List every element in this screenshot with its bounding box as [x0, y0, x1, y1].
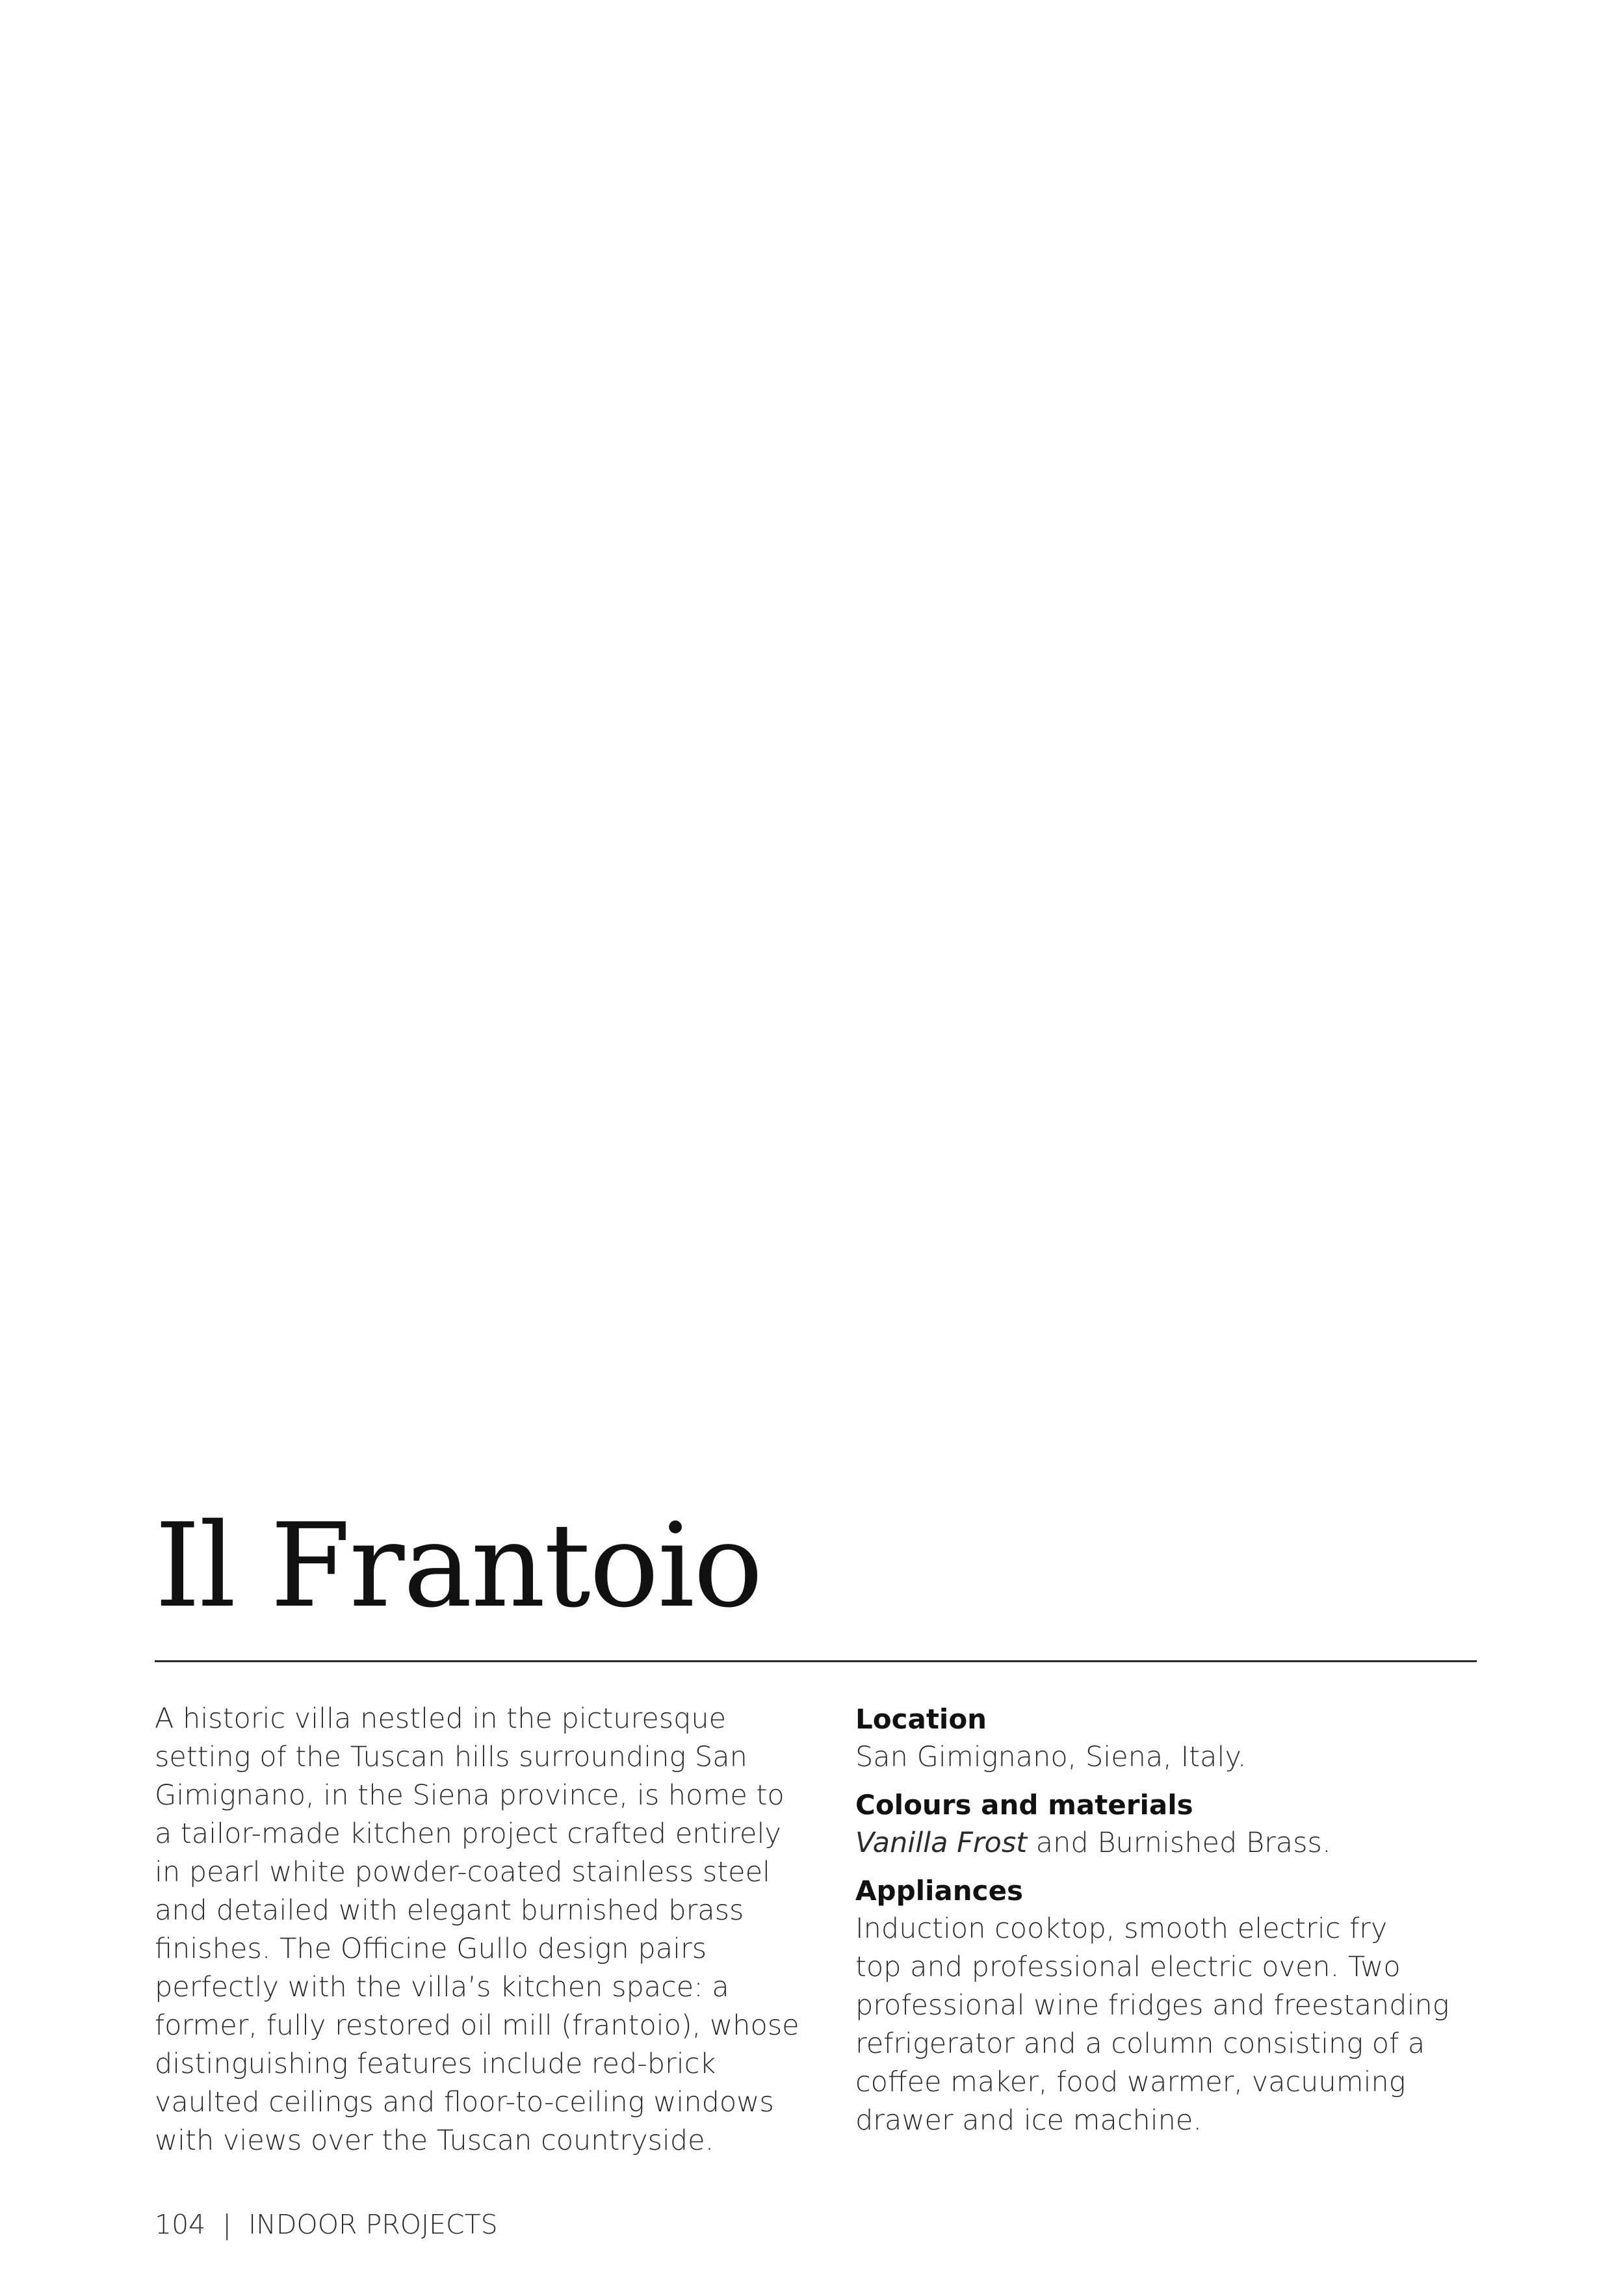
spec-materials-label: Colours and materials [855, 1789, 1193, 1821]
page-number: 104 [155, 2209, 206, 2240]
section-name: INDOOR PROJECTS [248, 2209, 498, 2240]
spec-location-value: San Gimignano, Siena, Italy. [855, 1741, 1247, 1773]
page-title: Il Frantoio [155, 1498, 762, 1633]
footer-separator: | [222, 2209, 232, 2240]
page-footer [155, 2206, 498, 2243]
spec-materials-value [855, 1824, 1505, 1862]
title-divider [155, 1660, 1477, 1662]
spec-appliances [855, 1872, 1505, 2140]
spec-appliances-label: Appliances [855, 1875, 1024, 1907]
project-specs [855, 1700, 1505, 2140]
spec-materials-rest: and Burnished Brass. [1027, 1827, 1331, 1859]
intro-paragraph: A historic villa nestled in the picturesque setting of the Tuscan hills surrounding San Gimignano, in the Siena province, is home to a tailor-made kitchen project crafted entirely in pearl white powder-coated stainless steel and detailed with elegant burnished brass finishes. The Officine Gullo design pairs perfectly with the villa’s kitchen space: a former, fully restored oil mill (frantoio), whose distinguishing features include red-brick vaulted ceilings and floor-to-ceiling windows with views over the Tuscan countryside. [155, 1702, 799, 2157]
spec-appliances-value: Induction cooktop, smooth electric fry top and professional electric oven. Two professional wine fridges and freestanding refrigerator and a column consisting of a coffee maker, food warmer, vacuuming drawer and ice machine. [855, 1912, 1449, 2137]
spec-materials-colour-name: Vanilla Frost [855, 1827, 1028, 1859]
spec-location [855, 1700, 1505, 1777]
spec-materials [855, 1786, 1505, 1862]
spec-location-label: Location [855, 1703, 987, 1735]
